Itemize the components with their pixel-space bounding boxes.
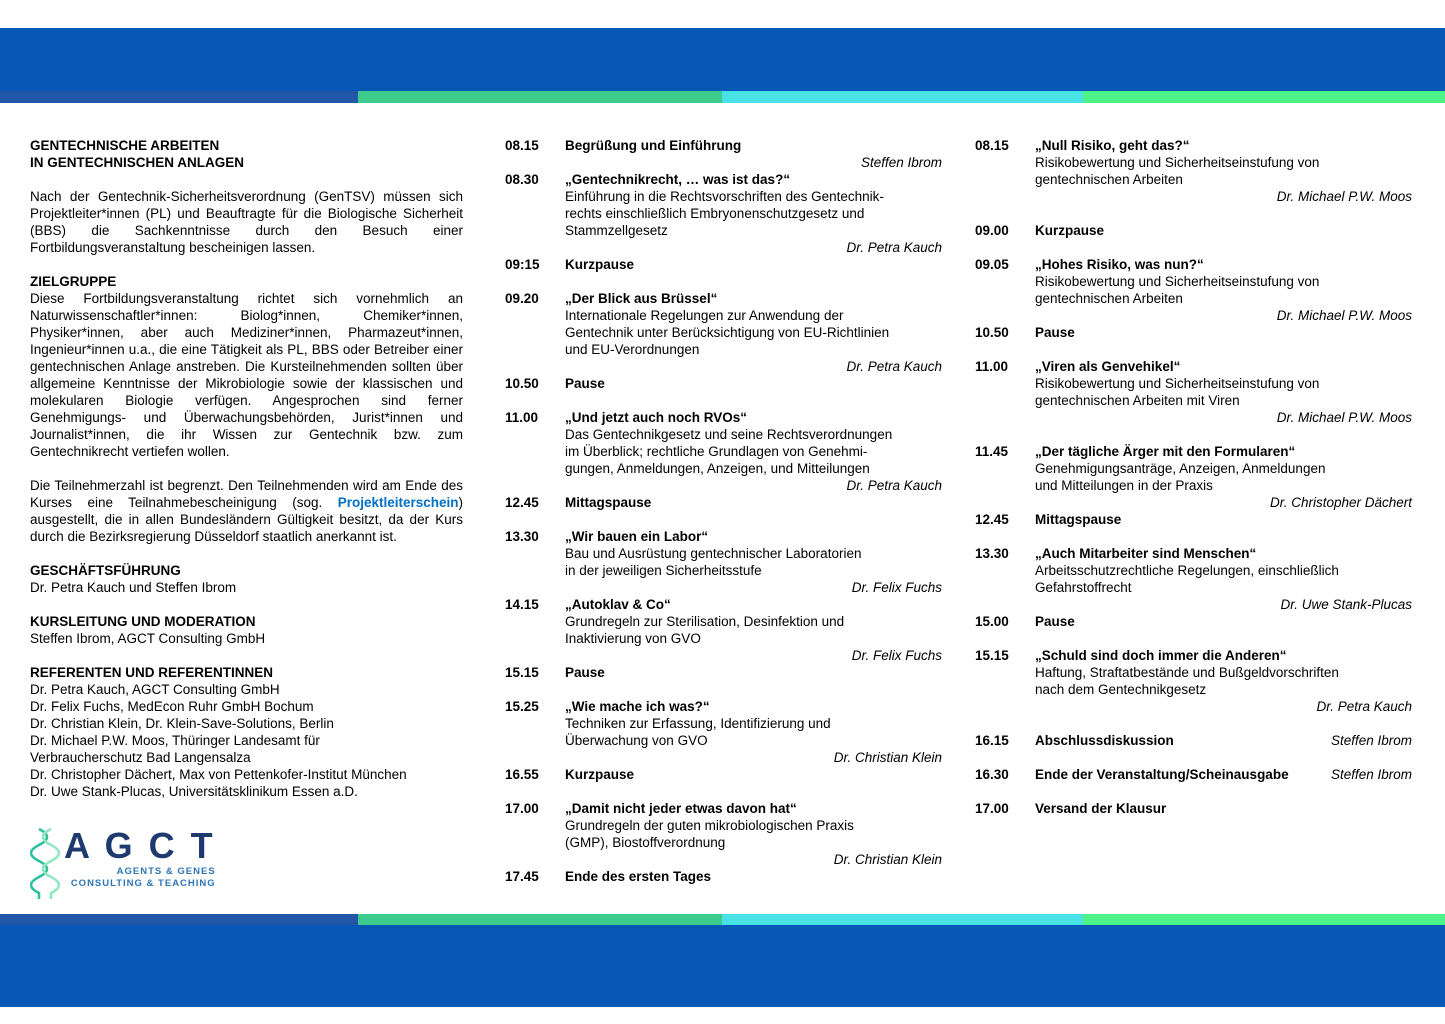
session-speaker: Steffen Ibrom <box>860 155 942 170</box>
session-description <box>565 426 942 477</box>
session-speaker: Dr. Uwe Stank-Plucas <box>1280 597 1412 612</box>
schedule-entry <box>505 800 942 868</box>
session-content <box>565 766 942 783</box>
zielgruppe-section <box>30 273 463 460</box>
session-time: 13.30 <box>975 546 1009 561</box>
session-time: 10.50 <box>505 376 539 391</box>
stripe-segment-blue <box>0 914 358 925</box>
referent-line: Dr. Michael P.W. Moos, Thüringer Landesamt für <box>30 733 320 748</box>
session-description-line: gungen, Anmeldungen, Anzeigen, und Mitteilungen <box>565 461 870 476</box>
session-title-row <box>565 171 942 188</box>
session-description-line: Einführung in die Rechtsvorschriften des Gentechnik- <box>565 189 884 204</box>
section-heading-referenten: REFERENTEN UND REFERENTINNEN <box>30 665 274 680</box>
schedule-entry <box>505 256 942 273</box>
session-content <box>1035 511 1412 528</box>
schedule-entry <box>975 137 1412 205</box>
session-title-row <box>1035 256 1412 273</box>
session-time: 09.20 <box>505 291 539 306</box>
schedule-entry <box>505 171 942 256</box>
session-content <box>1035 137 1412 205</box>
schedule-entry <box>975 443 1412 511</box>
session-title-row <box>1035 647 1412 664</box>
session-description-line: gentechnischen Arbeiten mit Viren <box>1035 393 1240 408</box>
referent-line: Dr. Uwe Stank-Plucas, Universitätsklinikum Essen a.D. <box>30 784 358 799</box>
stripe-segment-cyan <box>722 914 1083 925</box>
schedule-entry <box>975 647 1412 715</box>
session-title: „Damit nicht jeder etwas davon hat“ <box>565 801 797 816</box>
session-description-line: Grundregeln der guten mikrobiologischen Praxis <box>565 818 854 833</box>
schedule-entry <box>505 290 942 375</box>
session-title: Mittagspause <box>565 495 652 510</box>
schedule-entry <box>975 800 1412 817</box>
geschaeftsfuehrung-names: Dr. Petra Kauch und Steffen Ibrom <box>30 580 237 595</box>
session-title: Pause <box>565 665 605 680</box>
session-time: 12.45 <box>975 512 1009 527</box>
session-title-row <box>565 137 942 154</box>
session-title: „Hohes Risiko, was nun?“ <box>1035 257 1204 272</box>
session-title-row <box>565 528 942 545</box>
session-time: 14.15 <box>505 597 539 612</box>
session-content <box>565 290 942 375</box>
session-description <box>1035 375 1412 409</box>
session-content <box>1035 800 1412 817</box>
teilnehmer-text-before: Die Teilnehmerzahl ist begrenzt. Den Teilnehmenden wird am Ende des Kurses eine Teilnahmebescheinigung (sog. <box>30 478 463 510</box>
session-time: 11.00 <box>505 410 539 425</box>
session-title-row <box>1035 613 1412 630</box>
section-heading-geschaeftsfuehrung: GESCHÄFTSFÜHRUNG <box>30 563 181 578</box>
session-content <box>565 375 942 392</box>
session-speaker: Dr. Petra Kauch <box>846 478 942 493</box>
session-title: „Null Risiko, geht das?“ <box>1035 138 1190 153</box>
session-content <box>1035 732 1412 749</box>
referent-line: Dr. Petra Kauch, AGCT Consulting GmbH <box>30 682 280 697</box>
schedule-entry <box>975 358 1412 426</box>
schedule-friday-column <box>975 137 1412 817</box>
session-title-row <box>1035 545 1412 562</box>
session-description-line: und EU-Verordnungen <box>565 342 700 357</box>
session-title-row <box>565 800 942 817</box>
session-title: Pause <box>1035 614 1075 629</box>
logo-text <box>64 826 216 890</box>
session-content <box>1035 545 1412 613</box>
info-column <box>30 137 463 900</box>
session-time: 16.30 <box>975 767 1009 782</box>
session-title: „Und jetzt auch noch RVOs“ <box>565 410 748 425</box>
session-content <box>565 596 942 664</box>
session-time: 13.30 <box>505 529 539 544</box>
session-description-line: Techniken zur Erfassung, Identifizierung und <box>565 716 831 731</box>
schedule-entry <box>975 545 1412 613</box>
schedule-entry <box>975 766 1412 783</box>
logo-letters: A G C T <box>64 825 216 866</box>
session-title-row <box>1035 800 1412 817</box>
teilnehmer-paragraph <box>30 477 463 545</box>
session-speaker: Dr. Petra Kauch <box>846 359 942 374</box>
session-title: Versand der Klausur <box>1035 801 1167 816</box>
footer-bar <box>0 925 1445 1007</box>
projektleiterschein-link[interactable]: Projektleiterschein <box>337 495 459 510</box>
session-title-row <box>565 494 942 511</box>
session-description <box>1035 562 1412 596</box>
schedule-entry <box>975 613 1412 630</box>
session-title: Begrüßung und Einführung <box>565 138 742 153</box>
session-content <box>1035 443 1412 511</box>
session-title-row <box>1035 766 1412 783</box>
schedule-entry <box>505 596 942 664</box>
session-title: Abschlussdiskussion <box>1035 733 1174 748</box>
session-title-row <box>565 409 942 426</box>
session-time: 09.00 <box>975 223 1009 238</box>
session-description-line: Bau und Ausrüstung gentechnischer Laboratorien <box>565 546 862 561</box>
section-heading-kursleitung: KURSLEITUNG UND MODERATION <box>30 614 256 629</box>
teilnehmer-text-after: ) ausgestellt, die in allen Bundesländern Gültigkeit besitzt, da der Kurs durch die Bezirksregierung Düsseldorf staatlich anerkannt ist. <box>30 495 463 544</box>
stripe-segment-cyan <box>722 91 1083 103</box>
session-speaker: Steffen Ibrom <box>1330 733 1412 748</box>
session-speaker: Dr. Michael P.W. Moos <box>1276 308 1412 323</box>
session-title: „Der Blick aus Brüssel“ <box>565 291 718 306</box>
schedule-entry <box>505 766 942 783</box>
dna-helix-icon <box>30 828 60 900</box>
session-content <box>565 256 942 273</box>
session-title: „Gentechnikrecht, … was ist das?“ <box>565 172 791 187</box>
session-description-line: Gentechnik unter Berücksichtigung von EU-Richtlinien <box>565 325 890 340</box>
session-speaker: Dr. Felix Fuchs <box>851 648 942 663</box>
session-title: Kurzpause <box>565 257 635 272</box>
stripe-segment-light-green <box>1083 914 1445 925</box>
session-description-line: Überwachung von GVO <box>565 733 708 748</box>
session-speaker: Dr. Christian Klein <box>833 852 942 867</box>
kursleitung-names: Steffen Ibrom, AGCT Consulting GmbH <box>30 631 266 646</box>
session-content <box>1035 222 1412 239</box>
session-title: „Schuld sind doch immer die Anderen“ <box>1035 648 1287 663</box>
session-description-line: nach dem Gentechnikgesetz <box>1035 682 1207 697</box>
schedule-entry <box>975 222 1412 239</box>
session-content <box>1035 358 1412 426</box>
session-description-line: Grundregeln zur Sterilisation, Desinfektion und <box>565 614 845 629</box>
session-speaker: Dr. Petra Kauch <box>846 240 942 255</box>
schedule-entry <box>505 494 942 511</box>
session-content <box>565 409 942 494</box>
session-description-line: Genehmigungsanträge, Anzeigen, Anmeldungen <box>1035 461 1326 476</box>
session-title: „Autoklav & Co“ <box>565 597 671 612</box>
session-description-line: und Mitteilungen in der Praxis <box>1035 478 1213 493</box>
schedule-entry <box>505 528 942 596</box>
session-description-line: Internationale Regelungen zur Anwendung der <box>565 308 844 323</box>
session-description-line: Das Gentechnikgesetz und seine Rechtsverordnungen <box>565 427 893 442</box>
session-title-row <box>565 664 942 681</box>
session-title-row <box>565 290 942 307</box>
session-content <box>1035 324 1412 341</box>
session-description <box>1035 664 1412 698</box>
session-description-line: Inaktivierung von GVO <box>565 631 701 646</box>
session-description-line: Risikobewertung und Sicherheitseinstufung von <box>1035 376 1320 391</box>
schedule-entry <box>975 511 1412 528</box>
session-title: Mittagspause <box>1035 512 1122 527</box>
session-content <box>565 800 942 868</box>
session-title: Pause <box>1035 325 1075 340</box>
kursleitung-section <box>30 613 463 647</box>
document-title-line2: IN GENTECHNISCHEN ANLAGEN <box>30 155 245 170</box>
session-description <box>1035 154 1412 188</box>
session-time: 12.45 <box>505 495 539 510</box>
session-content <box>565 171 942 256</box>
session-description-line: (GMP), Biostoffverordnung <box>565 835 726 850</box>
session-time: 17.00 <box>505 801 539 816</box>
schedule-entry <box>975 732 1412 749</box>
session-title: „Der tägliche Ärger mit den Formularen“ <box>1035 444 1296 459</box>
accent-stripe-bottom <box>0 914 1445 925</box>
session-description-line: Stammzellgesetz <box>565 223 668 238</box>
session-time: 17.00 <box>975 801 1009 816</box>
section-heading-zielgruppe: ZIELGRUPPE <box>30 274 117 289</box>
schedule-entry <box>505 375 942 392</box>
session-speaker: Dr. Michael P.W. Moos <box>1276 189 1412 204</box>
session-description-line: Risikobewertung und Sicherheitseinstufung von <box>1035 155 1320 170</box>
session-time: 08.15 <box>505 138 539 153</box>
referent-line: Dr. Christian Klein, Dr. Klein-Save-Solutions, Berlin <box>30 716 334 731</box>
session-description-line: Gefahrstoffrecht <box>1035 580 1132 595</box>
session-time: 15.15 <box>505 665 539 680</box>
session-time: 11.00 <box>975 359 1009 374</box>
intro-paragraph: Nach der Gentechnik-Sicherheitsverordnung (GenTSV) müssen sich Projektleiter*innen (PL) und Beauftragte für die Biologische Sicherheit (BBS) die Sachkenntnisse durch den Besuch einer Fortbildungsveranstaltung bescheinigen lassen. <box>30 189 463 255</box>
session-description-line: rechts einschließlich Embryonenschutzgesetz und <box>565 206 865 221</box>
session-time: 09.05 <box>975 257 1009 272</box>
logo-subtitle-consulting-teaching: CONSULTING & TEACHING <box>70 878 216 889</box>
session-title: Pause <box>565 376 605 391</box>
session-description <box>565 613 942 647</box>
session-time: 08.15 <box>975 138 1009 153</box>
referenten-list <box>30 681 463 800</box>
schedule-entry <box>505 409 942 494</box>
referent-line: Dr. Christopher Dächert, Max von Pettenkofer-Institut München <box>30 767 407 782</box>
session-content <box>1035 647 1412 715</box>
geschaeftsfuehrung-section <box>30 562 463 596</box>
session-time: 17.45 <box>505 869 539 884</box>
session-title: Kurzpause <box>565 767 635 782</box>
accent-stripe-top <box>0 91 1445 103</box>
session-description-line: gentechnischen Arbeiten <box>1035 291 1183 306</box>
session-content <box>1035 256 1412 324</box>
session-title-row <box>565 596 942 613</box>
session-title: Ende des ersten Tages <box>565 869 712 884</box>
session-description <box>565 715 942 749</box>
schedule-entry <box>505 664 942 681</box>
session-description-line: gentechnischen Arbeiten <box>1035 172 1183 187</box>
referent-line: Verbraucherschutz Bad Langensalza <box>30 750 251 765</box>
session-description-line: Haftung, Straftatbestände und Bußgeldvorschriften <box>1035 665 1339 680</box>
session-title: „Viren als Genvehikel“ <box>1035 359 1181 374</box>
session-title-row <box>565 375 942 392</box>
session-time: 08.30 <box>505 172 539 187</box>
session-title-row <box>565 256 942 273</box>
session-description-line: Arbeitsschutzrechtliche Regelungen, einschließlich <box>1035 563 1339 578</box>
session-title-row <box>565 868 942 885</box>
session-title-row <box>1035 732 1412 749</box>
schedule-entry <box>975 256 1412 324</box>
session-speaker: Steffen Ibrom <box>1330 767 1412 782</box>
session-title-row <box>565 766 942 783</box>
session-title-row <box>565 698 942 715</box>
session-description <box>565 188 942 239</box>
session-description-line: Risikobewertung und Sicherheitseinstufung von <box>1035 274 1320 289</box>
session-title: Kurzpause <box>1035 223 1105 238</box>
session-time: 10.50 <box>975 325 1009 340</box>
session-speaker: Dr. Christian Klein <box>833 750 942 765</box>
session-title-row <box>1035 222 1412 239</box>
schedule-entry <box>505 137 942 171</box>
session-speaker: Dr. Felix Fuchs <box>851 580 942 595</box>
session-title: Ende der Veranstaltung/Scheinausgabe <box>1035 767 1289 782</box>
session-description <box>565 307 942 358</box>
schedule-entry <box>505 698 942 766</box>
session-time: 15.00 <box>975 614 1009 629</box>
session-time: 16.15 <box>975 733 1009 748</box>
session-speaker: Dr. Christopher Dächert <box>1269 495 1412 510</box>
session-speaker: Dr. Michael P.W. Moos <box>1276 410 1412 425</box>
session-title: „Auch Mitarbeiter sind Menschen“ <box>1035 546 1257 561</box>
stripe-segment-light-green <box>1083 91 1445 103</box>
session-content <box>565 868 942 885</box>
session-title-row <box>1035 511 1412 528</box>
session-speaker: Dr. Petra Kauch <box>1316 699 1412 714</box>
session-content <box>565 137 942 171</box>
session-time: 15.15 <box>975 648 1009 663</box>
session-description <box>1035 460 1412 494</box>
session-title: „Wie mache ich was?“ <box>565 699 710 714</box>
session-description-line: im Überblick; rechtliche Grundlagen von Genehmi- <box>565 444 868 459</box>
stripe-segment-green <box>358 91 722 103</box>
session-title-row <box>1035 137 1412 154</box>
session-description <box>1035 273 1412 307</box>
session-title: „Wir bauen ein Labor“ <box>565 529 709 544</box>
session-content <box>565 698 942 766</box>
session-content <box>1035 613 1412 630</box>
session-time: 15.25 <box>505 699 539 714</box>
session-title-row <box>1035 358 1412 375</box>
stripe-segment-blue <box>0 91 358 103</box>
session-description <box>565 545 942 579</box>
document-title-line1: GENTECHNISCHE ARBEITEN <box>30 138 220 153</box>
session-time: 09:15 <box>505 257 540 272</box>
session-title-row <box>1035 443 1412 460</box>
stripe-segment-green <box>358 914 722 925</box>
schedule-thursday-column <box>505 137 942 885</box>
session-content <box>565 664 942 681</box>
session-description-line: in der jeweiligen Sicherheitsstufe <box>565 563 762 578</box>
zielgruppe-paragraph: Diese Fortbildungsveranstaltung richtet sich vornehmlich an Naturwissenschaftler*innen: Biolog*innen, Chemiker*innen, Physiker*innen, aber auch Mediziner*innen, Pharmazeut*innen, Ingenieur*innen u.a., die eine Tätigkeit als PL, BBS oder Betreiber einer gentechnischen Anlage anstreben. Die Kursteilnehmenden sollten über allgemeine Kenntnisse der Mikrobiologie sowie der klassischen und molekularen Biologie verfügen. Angesprochen sind ferner Genehmigungs- und Überwachungsbehörden, Jurist*innen und Journalist*innen, die ihr Wissen zur Gentechnik bzw. zum Gentechnikrecht vertiefen wollen. <box>30 291 463 459</box>
session-time: 16.55 <box>505 767 539 782</box>
agct-logo <box>30 826 463 900</box>
document-title <box>30 137 463 171</box>
session-content <box>565 528 942 596</box>
schedule-entry <box>505 868 942 885</box>
logo-subtitle-agents-genes: AGENTS & GENES <box>116 866 216 877</box>
session-content <box>1035 766 1412 783</box>
session-description <box>565 817 942 851</box>
session-time: 11.45 <box>975 444 1009 459</box>
session-title-row <box>1035 324 1412 341</box>
referenten-section <box>30 664 463 800</box>
session-content <box>565 494 942 511</box>
schedule-entry <box>975 324 1412 341</box>
referent-line: Dr. Felix Fuchs, MedEcon Ruhr GmbH Bochum <box>30 699 314 714</box>
